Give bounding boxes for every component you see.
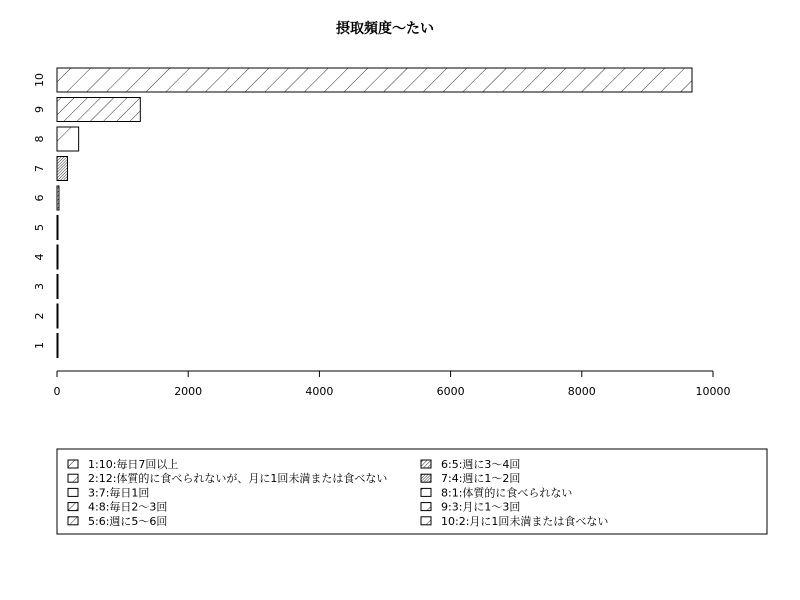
legend-item (421, 501, 520, 514)
y-tick-label: 3 (33, 283, 46, 290)
x-tick-label: 6000 (436, 385, 465, 398)
legend (57, 449, 767, 534)
bars (57, 68, 692, 358)
bar-10 (57, 68, 692, 92)
x-tick-label: 4000 (305, 385, 334, 398)
y-tick-label: 1 (33, 342, 46, 349)
bar-9 (57, 98, 140, 122)
legend-swatch (421, 460, 431, 468)
legend-swatch (421, 503, 431, 511)
bar-rect (57, 245, 58, 269)
bar-5 (57, 216, 58, 240)
legend-swatch (68, 503, 78, 511)
legend-item (68, 485, 149, 499)
bar-rect (57, 186, 59, 210)
bar-rect (57, 68, 692, 92)
legend-label: 5:6:週に5〜6回 (88, 514, 168, 528)
legend-label: 4:8:毎日2〜3回 (88, 500, 168, 514)
legend-label: 9:3:月に1〜3回 (441, 500, 521, 514)
chart-title: 摂取頻度〜たい (336, 21, 434, 37)
legend-item (68, 457, 178, 471)
legend-swatch (68, 488, 78, 496)
legend-item (68, 515, 167, 528)
bar-rect (57, 98, 140, 122)
y-tick-label: 9 (33, 106, 46, 113)
legend-swatch (421, 474, 431, 482)
bar-rect (57, 304, 58, 328)
y-tick-label: 7 (33, 165, 46, 172)
bar-6 (57, 186, 59, 210)
legend-item (421, 514, 608, 528)
y-tick-label: 6 (33, 194, 46, 202)
x-tick-label: 0 (53, 385, 61, 398)
legend-swatch (68, 517, 78, 525)
y-tick-label: 5 (33, 224, 46, 231)
bar-4 (57, 245, 58, 269)
legend-label: 10:2:月に1回未満または食べない (441, 514, 609, 528)
legend-label: 2:12:体質的に食べられないが、月に1回未満または食べない (88, 472, 388, 486)
bar-3 (57, 275, 58, 299)
legend-item (421, 485, 572, 499)
legend-label: 3:7:毎日1回 (88, 486, 150, 500)
legend-label: 1:10:毎日7回以上 (88, 458, 179, 471)
legend-swatch (421, 517, 431, 525)
bar-1 (57, 334, 58, 358)
bar-2 (57, 304, 58, 328)
bar-7 (57, 157, 67, 181)
legend-swatch (68, 474, 78, 482)
legend-item (421, 458, 520, 471)
bar-rect (57, 275, 58, 299)
bar-rect (57, 127, 79, 151)
legend-swatch (421, 488, 431, 496)
legend-label: 7:4:週に1〜2回 (441, 472, 521, 486)
legend-swatch (68, 460, 78, 468)
x-tick-label: 2000 (174, 385, 203, 398)
bar-rect (57, 157, 67, 181)
legend-item (68, 471, 387, 485)
legend-label: 8:1:体質的に食べられない (441, 486, 573, 500)
y-tick-label: 8 (33, 135, 46, 143)
bar-rect (57, 334, 58, 358)
x-tick-label: 10000 (695, 385, 731, 398)
x-tick-label: 8000 (567, 385, 596, 398)
y-tick-label: 10 (33, 73, 46, 87)
legend-item (421, 472, 520, 485)
bar-8 (57, 127, 79, 151)
x-axis (54, 371, 731, 398)
y-axis-ticks (33, 73, 46, 349)
bar-rect (57, 216, 58, 240)
y-tick-label: 4 (33, 253, 46, 261)
legend-label: 6:5:週に3〜4回 (441, 458, 521, 471)
legend-item (68, 500, 167, 514)
y-tick-label: 2 (33, 312, 46, 320)
